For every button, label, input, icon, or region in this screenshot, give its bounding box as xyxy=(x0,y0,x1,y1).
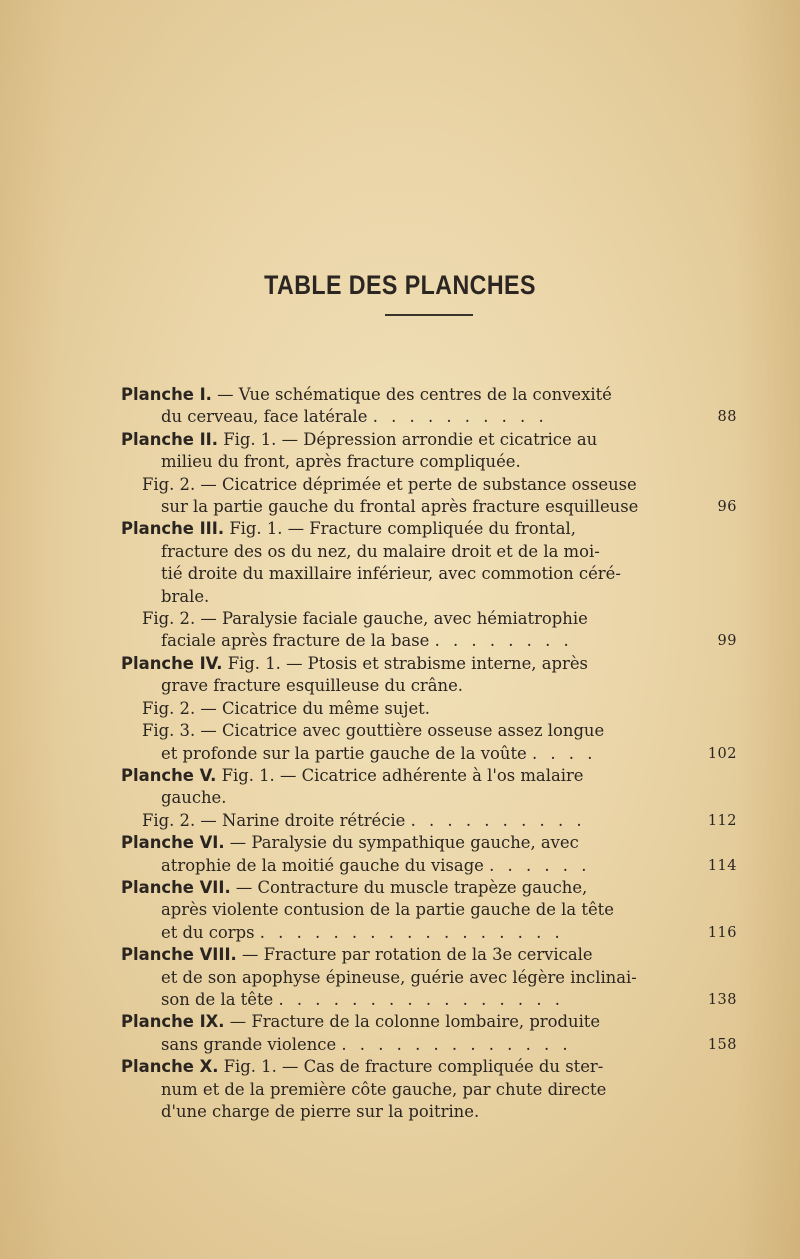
entry-text: gauche. xyxy=(161,788,227,808)
entry-line xyxy=(121,474,737,496)
entry-line xyxy=(121,967,737,989)
entry-text: faciale après fracture de la base xyxy=(161,631,430,651)
plate-entry xyxy=(121,1011,737,1056)
entry-line xyxy=(121,698,737,720)
plate-entry xyxy=(121,877,737,944)
page-number: 102 xyxy=(707,745,737,762)
page-number: 112 xyxy=(707,812,737,829)
plate-label: Planche IV. xyxy=(121,653,223,673)
page-number: 116 xyxy=(707,924,737,941)
plate-label: Planche II. xyxy=(121,429,218,449)
entry-text: grave fracture esquilleuse du crâne. xyxy=(161,676,463,696)
entry-text: après violente contusion de la partie gauche de la tête xyxy=(161,900,614,920)
entry-text: num et de la première côte gauche, par chute directe xyxy=(161,1079,607,1099)
entry-line xyxy=(121,406,737,428)
plate-label: Planche VIII. xyxy=(121,945,237,965)
entry-line xyxy=(121,989,737,1011)
entry-text: et profonde sur la partie gauche de la voûte xyxy=(161,743,527,763)
plate-label: Planche VI. xyxy=(121,833,225,853)
plate-label: Planche III. xyxy=(121,519,225,539)
page-number: 99 xyxy=(717,633,737,650)
page-number: 114 xyxy=(707,857,737,874)
plate-entry xyxy=(121,832,737,877)
entry-text: Fig. 1. — Fracture compliquée du frontal, xyxy=(229,519,576,539)
dot-leaders: . . . . . . . . xyxy=(434,631,573,651)
entry-line xyxy=(121,743,737,765)
entry-text: d'une charge de pierre sur la poitrine. xyxy=(161,1102,480,1121)
entry-text: Fig. 1. — Cas de fracture compliquée du ster- xyxy=(223,1057,604,1077)
entry-line xyxy=(121,541,737,563)
entry-line xyxy=(121,877,737,899)
entry-line xyxy=(121,429,737,451)
entry-text: Fig. 1. — Ptosis et strabisme interne, après xyxy=(227,653,588,673)
entry-text: sans grande violence xyxy=(161,1034,337,1054)
plate-entry xyxy=(121,765,737,832)
entry-text: Fig. 3. — Cicatrice avec gouttière osseuse assez longue xyxy=(142,721,605,741)
entry-text: — Paralysie du sympathique gauche, avec xyxy=(229,833,579,853)
entry-text: milieu du front, après fracture compliquée. xyxy=(161,452,521,472)
entry-line xyxy=(121,653,737,675)
page-number: 158 xyxy=(707,1036,737,1053)
plate-label: Planche VII. xyxy=(121,877,231,897)
entry-text: tié droite du maxillaire inférieur, avec commotion céré- xyxy=(161,564,621,584)
entry-text: Fig. 2. — Cicatrice déprimée et perte de substance osseuse xyxy=(142,474,637,494)
entry-text: sur la partie gauche du frontal après fracture esquilleuse xyxy=(161,497,639,517)
entry-line xyxy=(121,675,737,697)
entry-line xyxy=(121,832,737,854)
entry-text: atrophie de la moitié gauche du visage xyxy=(161,855,484,875)
entry-line xyxy=(121,630,737,652)
dot-leaders: . . . . xyxy=(531,743,597,763)
dot-leaders: . . . . . . . . . . . . . . . . xyxy=(278,989,564,1009)
dot-leaders: . . . . . . . . . . xyxy=(410,810,586,830)
entry-text: — Fracture de la colonne lombaire, produite xyxy=(229,1012,601,1032)
entry-line xyxy=(121,1034,737,1056)
plate-label: Planche IX. xyxy=(121,1012,225,1032)
entry-line xyxy=(121,563,737,585)
entry-line xyxy=(121,496,737,518)
entry-line xyxy=(121,1011,737,1033)
title-rule xyxy=(385,314,473,316)
entry-text: — Contracture du muscle trapèze gauche, xyxy=(235,877,588,897)
entry-text: Fig. 2. — Narine droite rétrécie xyxy=(142,810,406,830)
entry-line xyxy=(121,787,737,809)
plate-entry xyxy=(121,518,737,652)
entry-line xyxy=(121,720,737,742)
dot-leaders: . . . . . . . . . . . . . xyxy=(341,1034,572,1054)
plate-label: Planche I. xyxy=(121,385,212,404)
entry-line xyxy=(121,810,737,832)
entry-line xyxy=(121,944,737,966)
plate-entry xyxy=(121,384,737,429)
page-number: 138 xyxy=(707,991,737,1008)
entry-text: Fig. 2. — Paralysie faciale gauche, avec hémiatrophie xyxy=(142,609,588,629)
plate-label: Planche V. xyxy=(121,765,217,785)
entry-line xyxy=(121,586,737,608)
entry-line xyxy=(121,899,737,921)
entry-line xyxy=(121,855,737,877)
entry-text: Fig. 1. — Dépression arrondie et cicatrice au xyxy=(223,429,598,449)
page-title: TABLE DES PLANCHES xyxy=(264,270,536,301)
plate-entry xyxy=(121,653,737,765)
entry-text: — Fracture par rotation de la 3e cervicale xyxy=(242,945,593,965)
entry-text: et du corps xyxy=(161,922,255,942)
dot-leaders: . . . . . . . . . . xyxy=(372,407,548,427)
entry-text: et de son apophyse épineuse, guérie avec légère inclinai- xyxy=(161,967,637,987)
entry-line xyxy=(121,451,737,473)
entry-line xyxy=(121,608,737,630)
plate-entry xyxy=(121,429,737,519)
plate-entry xyxy=(121,1056,737,1123)
entry-line xyxy=(121,765,737,787)
entry-text: Fig. 1. — Cicatrice adhérente à l'os malaire xyxy=(221,765,584,785)
entry-line xyxy=(121,518,737,540)
entry-text: brale. xyxy=(161,586,210,606)
entry-text: fracture des os du nez, du malaire droit et de la moi- xyxy=(161,541,600,561)
page-number: 88 xyxy=(717,409,737,426)
dot-leaders: . . . . . . . . . . . . . . . . . xyxy=(259,922,564,942)
entry-text: — Vue schématique des centres de la convexité xyxy=(217,385,612,404)
entry-line xyxy=(121,1079,737,1101)
entry-text: Fig. 2. — Cicatrice du même sujet. xyxy=(142,698,430,718)
entry-line xyxy=(121,384,737,406)
page-number: 96 xyxy=(717,499,737,516)
plate-label: Planche X. xyxy=(121,1057,219,1077)
entry-text: du cerveau, face latérale xyxy=(161,407,368,427)
entry-text: son de la tête xyxy=(161,989,274,1009)
entry-line xyxy=(121,922,737,944)
table-of-plates xyxy=(121,384,737,1123)
plate-entry xyxy=(121,944,737,1011)
dot-leaders: . . . . . . xyxy=(489,855,591,875)
entry-line xyxy=(121,1056,737,1078)
entry-line xyxy=(121,1101,737,1123)
